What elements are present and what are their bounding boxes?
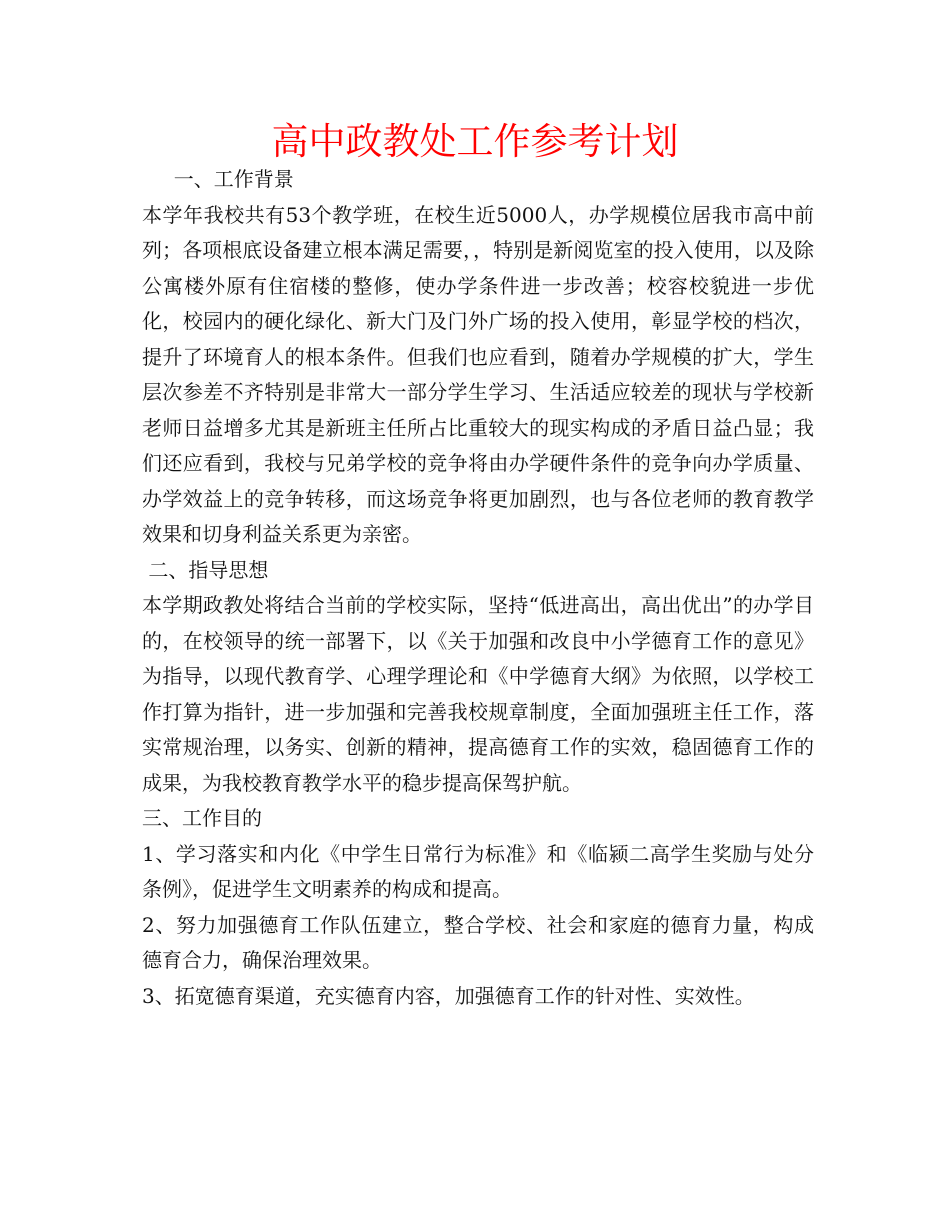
paragraph-goal-2: 2、努力加强德育工作队伍建立，整合学校、社会和家庭的德育力量，构成德育合力，确保治理效果。	[142, 912, 814, 972]
paragraph-goal-1: 1、学习落实和内化《中学生日常行为标准》和《临颍二高学生奖励与处分条例》，促进学生文明素养的构成和提高。	[142, 841, 814, 901]
paragraph-goal-3: 3、拓宽德育渠道，充实德育内容，加强德育工作的针对性、实效性。	[142, 983, 755, 1008]
paragraph-background: 本学年我校共有53个教学班，在校生近5000人，办学规模位居我市高中前列；各项根底设备建立根本满足需要，，特别是新阅览室的投入使用，以及除公寓楼外原有住宿楼的整修，使办学条件进一步改善；校容校貌进一步优化，校园内的硬化绿化、新大门及门外广场的投入使用，彰显学校的档次，提升了环境育人的根本条件。但我们也应看到，随着办学规模的扩大，学生层次参差不齐特别是非常大一部分学生学习、生活适应较差的现状与学校新老师日益增多尤其是新班主任所占比重较大的现实构成的矛盾日益凸显；我们还应看到，我校与兄弟学校的竞争将由办学硬件条件的竞争向办学质量、办学效益上的竞争转移，而这场竞争将更加剧烈，也与各位老师的教育教学效果和切身利益关系更为亲密。	[142, 202, 814, 546]
section-heading-background: 一、工作背景	[142, 167, 294, 191]
paragraph-guiding-thought: 本学期政教处将结合当前的学校实际，坚持“低进高出，高出优出”的办学目的，在校领导的统一部署下，以《关于加强和改良中小学德育工作的意见》为指导，以现代教育学、心理学理论和《中学德育大纲》为依照，以学校工作打算为指针，进一步加强和完善我校规章制度，全面加强班主任工作，落实常规治理，以务实、创新的精神，提高德育工作的实效，稳固德育工作的成果，为我校教育教学水平的稳步提高保驾护航。	[142, 593, 814, 795]
section-heading-guiding-thought: 二、指导思想	[142, 557, 269, 582]
section-heading-work-goals: 三、工作目的	[142, 806, 262, 830]
document-title: 高中政教处工作参考计划	[271, 120, 679, 163]
document-body	[142, 162, 814, 1014]
